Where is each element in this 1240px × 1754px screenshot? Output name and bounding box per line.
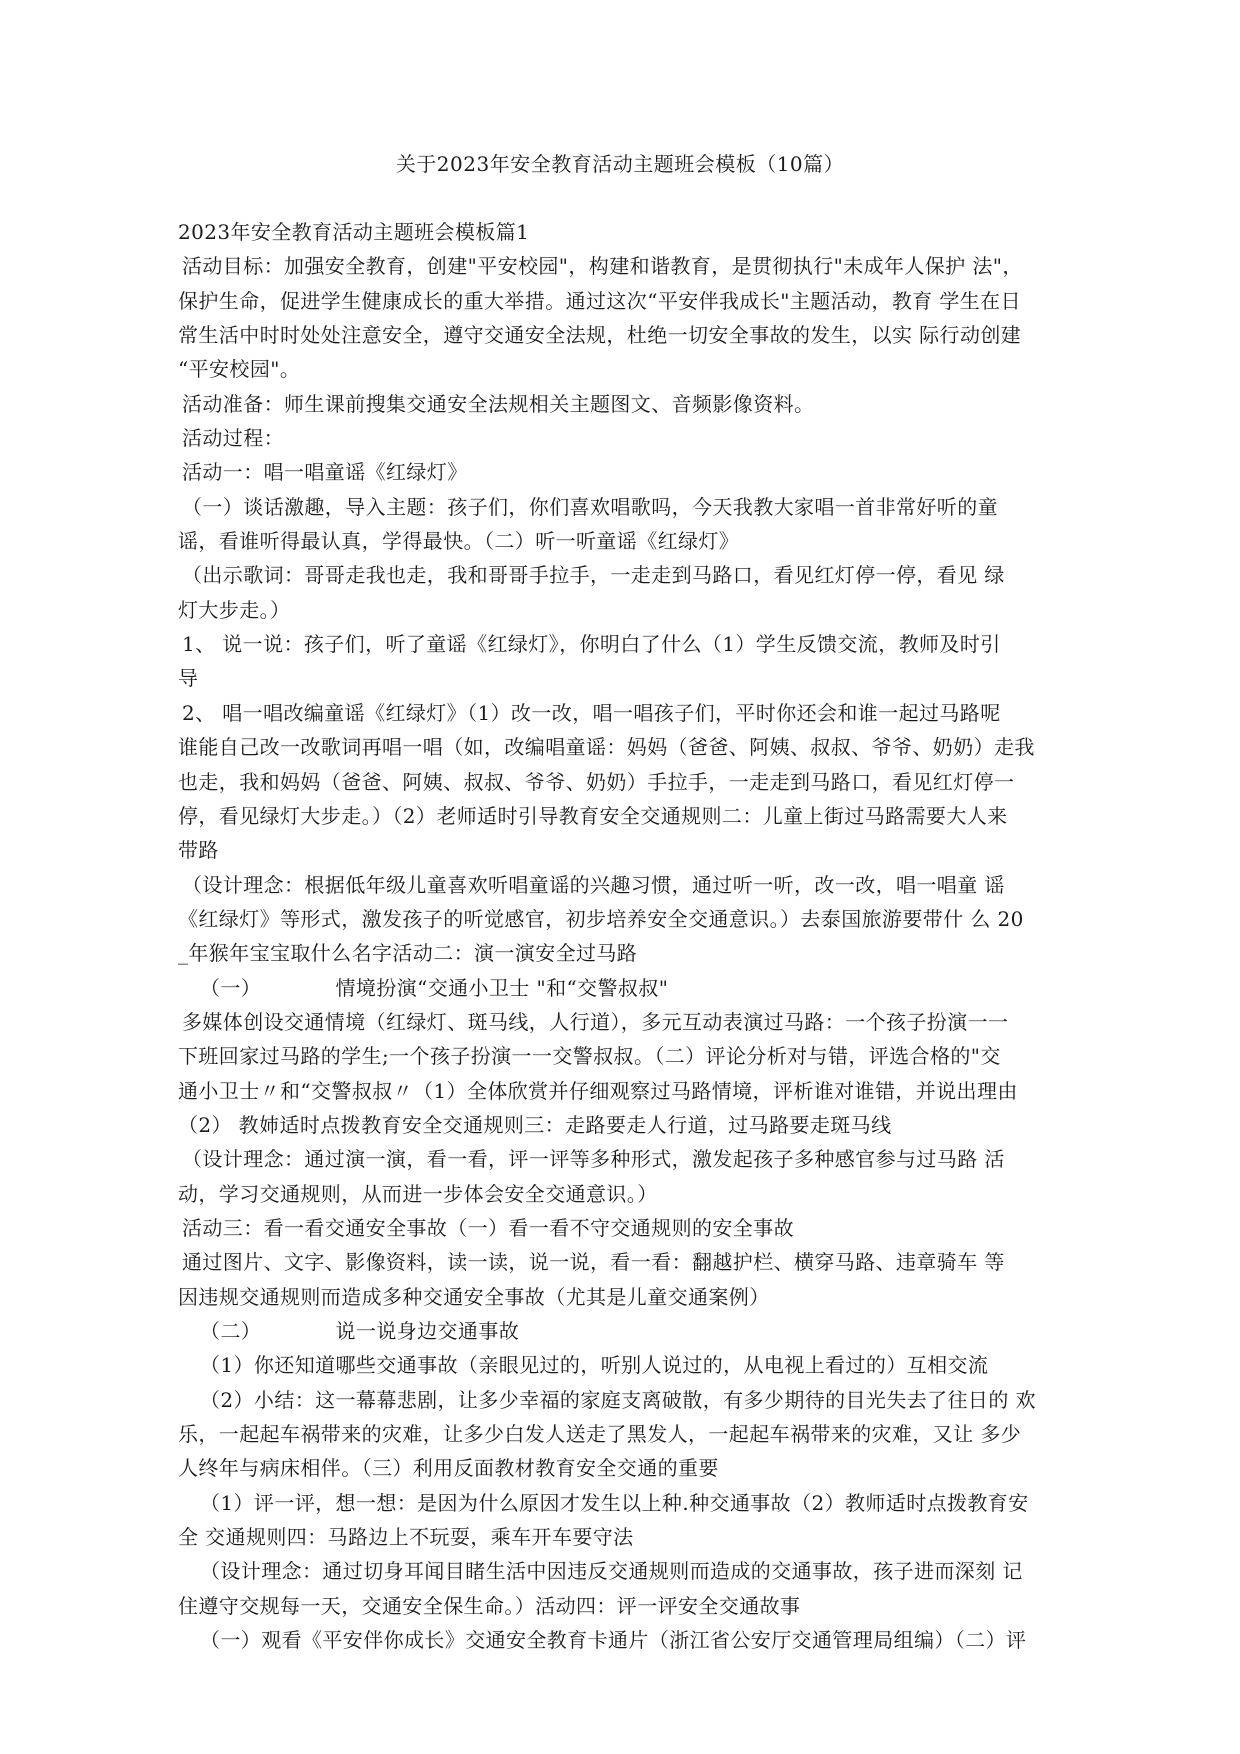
paragraph-line: （二） 说一说身边交通事故 <box>200 1319 520 1343</box>
paragraph-line: 停，看见绿灯大步走。）（2）老师适时引导教育安全交通规则二：儿童上街过马路需要大人来 <box>178 803 1008 828</box>
paragraph-line: 谁能自己改一改歌词再唱一唱（如，改编唱童谣：妈妈（爸爸、阿姨、叔叔、爷爷、奶奶）走我 <box>178 735 1035 760</box>
paragraph-line: 常生活中时时处处注意安全，遵守交通安全法规，杜绝一切安全事故的发生，以实 际行动创建 <box>178 323 1022 348</box>
section-heading: 2023年安全教育活动主题班会模板篇1 <box>178 220 530 244</box>
paragraph-line: 带路 <box>178 838 219 863</box>
paragraph-line: （一）谈话激趣，导入主题：孩子们，你们喜欢唱歌吗，今天我教大家唱一首非常好听的童 <box>182 494 998 519</box>
paragraph-line: 动，学习交通规则，从而进一步体会安全交通意识。） <box>178 1181 658 1206</box>
paragraph-line: 活动过程： <box>182 426 284 451</box>
paragraph-line: 1、 说一说：孩子们，听了童谣《红绿灯》，你明白了什么（1）学生反馈交流，教师及时引 <box>182 632 1001 657</box>
paragraph-line: （设计理念：根据低年级儿童喜欢听唱童谣的兴趣习惯，通过听一听，改一改，唱一唱童 谣 <box>182 872 1005 897</box>
paragraph-line: （一） 情境扮演“交通小卫士 "和“交警叔叔" <box>200 975 669 1000</box>
paragraph-line: 全 交通规则四：马路边上不玩耍，乘车开车要守法 <box>178 1525 634 1550</box>
paragraph-line: 谣，看谁听得最认真，学得最快。（二）听一听童谣《红绿灯》 <box>178 529 740 554</box>
paragraph-line: 多媒体创设交通情境（红绿灯、斑马线，人行道），多元互动表演过马路：一个孩子扮演一一 <box>182 1009 1009 1034</box>
paragraph-line: 活动三：看一看交通安全事故（一）看一看不守交通规则的安全事故 <box>182 1215 794 1240</box>
paragraph-line: （设计理念：通过演一演，看一看，评一评等多种形式，激发起孩子多种感官参与过马路 活 <box>182 1147 1005 1172</box>
paragraph-line: _年猴年宝宝取什么名字活动二：演一演安全过马路 <box>178 941 638 966</box>
paragraph-line: 保护生命，促进学生健康成长的重大举措。通过这次“平安伴我成长"主题活动，教育 学生在日 <box>178 288 1021 313</box>
paragraph-line: 活动一：唱一唱童谣《红绿灯》 <box>182 460 468 485</box>
paragraph-line: （设计理念：通过切身耳闻目睹生活中因违反交通规则而造成的交通事故，孩子进而深刻 记 <box>200 1559 1023 1584</box>
paragraph-line: （1）评一评，想一想：是因为什么原因才发生以上种.种交通事故（2）教师适时点拨教育安 <box>200 1490 1029 1515</box>
paragraph-line: 乐，一起起车祸带来的灾难，让多少白发人送走了黑发人，一起起车祸带来的灾难，又让 多少 <box>178 1422 1022 1447</box>
paragraph-line: （一）观看《平安伴你成长》交通安全教育卡通片（浙江省公安厅交通管理局组编）（二）评 <box>200 1628 1027 1653</box>
paragraph-line: “平安校园"。 <box>178 357 301 382</box>
paragraph-line: 导 <box>178 666 199 691</box>
paragraph-line: 通小卫士〃和“交警叔叔〃（1）全体欣赏并仔细观察过马路情境，评析谁对谁错，并说出理由 <box>178 1078 1018 1103</box>
paragraph-line: 因违规交通规则而造成多种交通安全事故（尤其是儿童交通案例） <box>178 1284 770 1309</box>
paragraph-line: （1）你还知道哪些交通事故（亲眼见过的，听别人说过的，从电视上看过的）互相交流 <box>200 1353 989 1378</box>
paragraph-line: 活动目标：加强安全教育，创建"平安校园"，构建和谐教育，是贯彻执行"未成年人保护 法"， <box>182 254 1023 279</box>
paragraph-line: （2）小结：这一幕幕悲剧，让多少幸福的家庭支离破散，有多少期待的目光失去了往日的 欢 <box>200 1387 1036 1412</box>
paragraph-line: 通过图片、文字、影像资料，读一读，说一说，看一看：翻越护栏、横穿马路、违章骑车 等 <box>182 1250 1005 1275</box>
paragraph-line: 人终年与病床相伴。（三）利用反面教材教育安全交通的重要 <box>178 1456 719 1481</box>
paragraph-line: 住遵守交规每一天，交通安全保生命。）活动四：评一评安全交通故事 <box>178 1593 801 1618</box>
paragraph-line: 活动准备：师生课前搜集交通安全法规相关主题图文、音频影像资料。 <box>182 391 815 416</box>
document-title: 关于2023年安全教育活动主题班会模板（10篇） <box>395 152 845 176</box>
paragraph-line: 2、 唱一唱改编童谣《红绿灯》（1）改一改，唱一唱孩子们，平时你还会和谁一起过马路呢 <box>182 700 1001 725</box>
paragraph-line: （2） 教姉适时点拨教育安全交通规则三：走路要走人行道，过马路要走斑马线 <box>178 1112 892 1137</box>
paragraph-line: 也走，我和妈妈（爸爸、阿姨、叔叔、爷爷、奶奶）手拉手，一走走到马路口，看见红灯停一 <box>178 769 1015 794</box>
paragraph-line: 灯大步走。） <box>178 597 291 622</box>
paragraph-line: 《红绿灯》等形式，激发孩子的听觉感官，初步培养安全交通意识。）去泰国旅游要带什 么 20 <box>178 906 1024 931</box>
paragraph-line: （出示歌词：哥哥走我也走，我和哥哥手拉手，一走走到马路口，看见红灯停一停，看见 绿 <box>182 563 1005 588</box>
document-body <box>178 215 1082 1657</box>
paragraph-line: 下班回家过马路的学生;一个孩子扮演一一交警叔叔。（二）评论分析对与错，评选合格的"交 <box>178 1044 1001 1069</box>
